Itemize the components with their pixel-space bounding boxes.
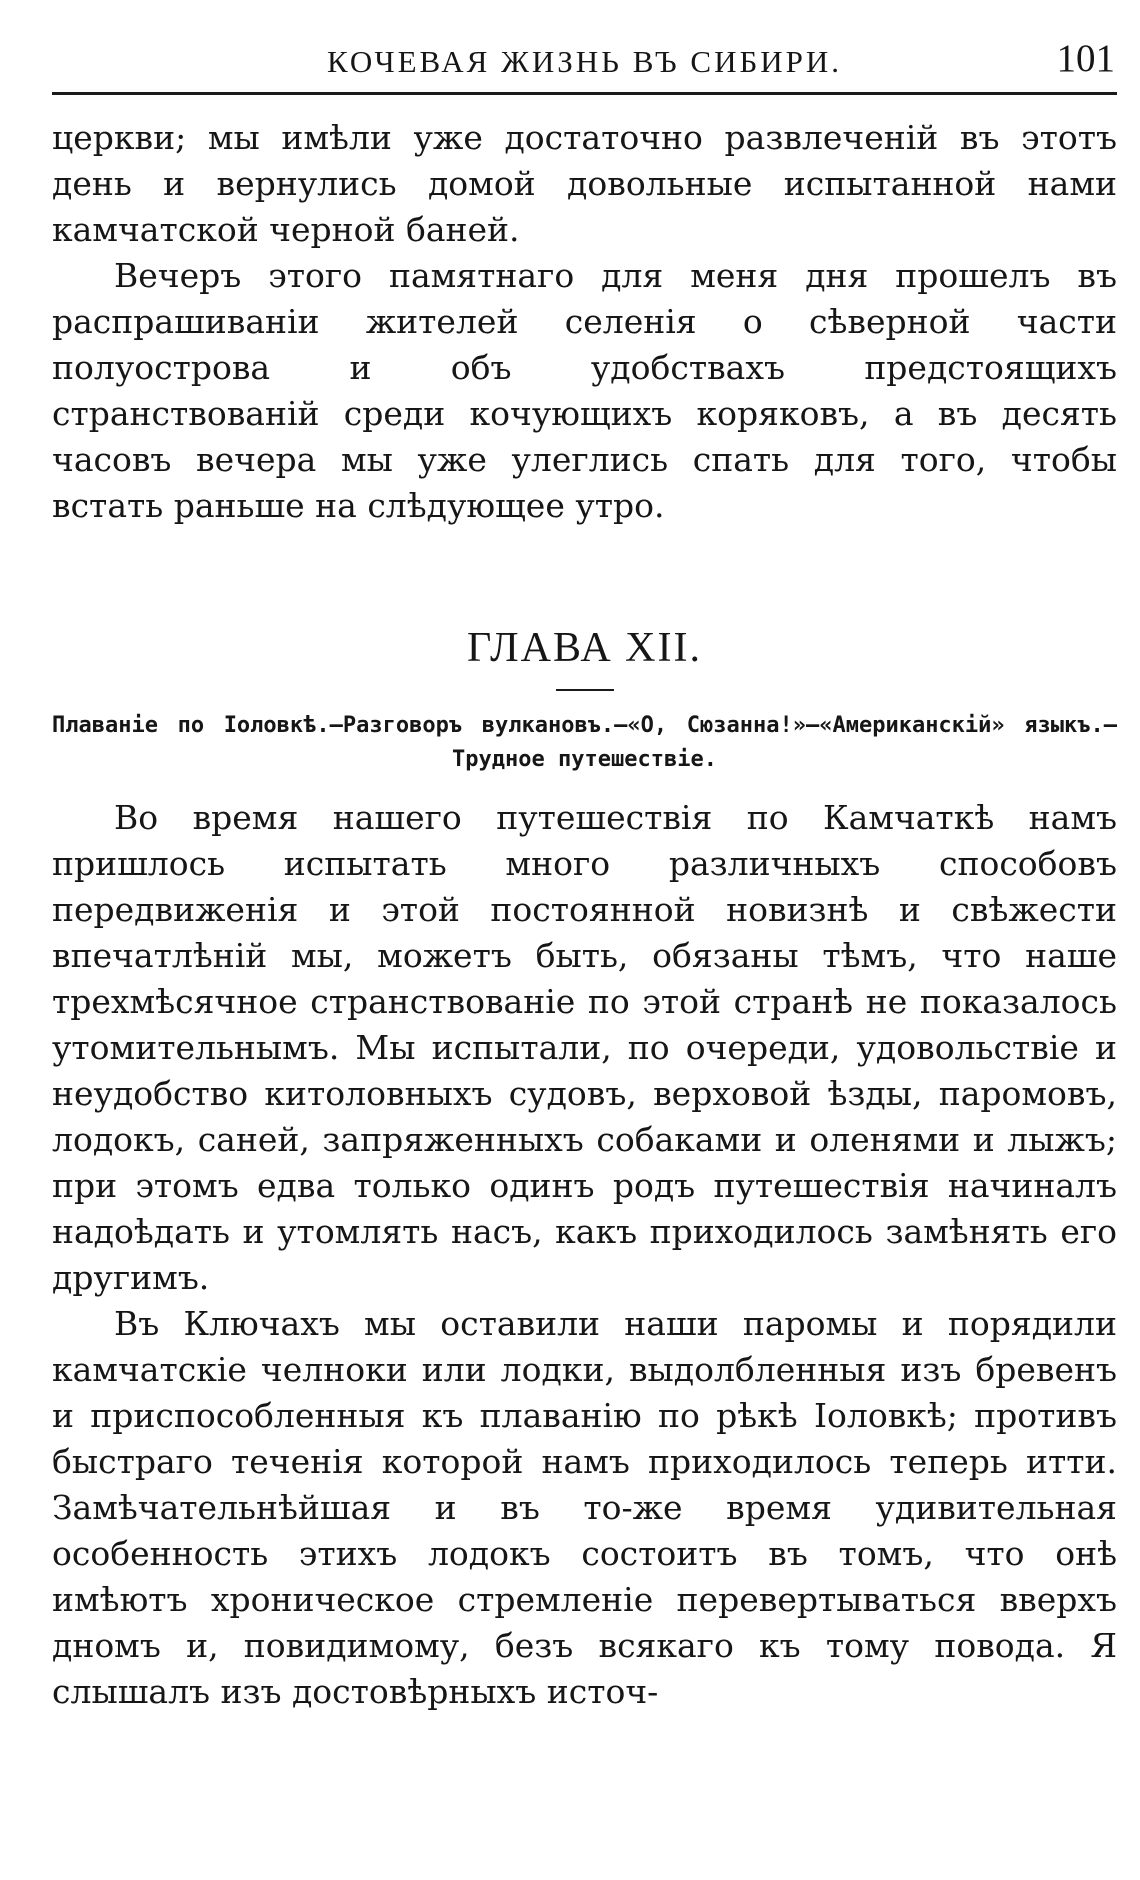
page-number: 101 xyxy=(1056,37,1115,80)
paragraph-continued: церкви; мы имѣли уже достаточно развлеченій въ этотъ день и вернулись домой довольные испытанной нами камчатской черной баней. xyxy=(52,118,1117,249)
paragraph-evening: Вечеръ этого памятнаго для меня дня прошелъ въ распрашиваніи жителей селенія о сѣверной части полуострова и объ удобствахъ предстоящихъ странствованій среди кочующихъ коряковъ, а въ десять часовъ вечера мы уже улеглись спать для того, чтобы встать раньше на слѣдующее утро. xyxy=(52,256,1117,525)
chapter-summary: Плаваніе по Іоловкѣ.—Разговоръ вулкановъ.—«О, Сюзанна!»—«Американскій» языкъ.—Трудное путешествіе. xyxy=(52,713,1117,772)
paragraph-boats: Въ Ключахъ мы оставили наши паромы и порядили камчатскіе челноки или лодки, выдолбленныя изъ бревенъ и приспособленныя къ плаванію по рѣкѣ Іоловкѣ; противъ быстраго теченія которой намъ приходилось теперь итти. Замѣчательнѣйшая и въ то-же время удивительная особенность этихъ лодокъ состоитъ въ томъ, что онѣ имѣютъ хроническое стремленіе перевертываться вверхъ дномъ и, повидимому, безъ всякаго къ тому повода. Я слышалъ изъ достовѣрныхъ источ- xyxy=(52,1304,1117,1711)
running-title: КОЧЕВАЯ ЖИЗНЬ ВЪ СИБИРИ. xyxy=(326,44,843,79)
book-page xyxy=(52,30,1117,1715)
running-head xyxy=(52,30,1117,95)
chapter-heading: ГЛАВА XII. xyxy=(467,625,702,671)
chapter-divider xyxy=(556,689,614,691)
paragraph-travel: Во время нашего путешествія по Камчаткѣ намъ пришлось испытать много различныхъ способовъ передвиженія и этой постоянной новизнѣ и свѣжести впечатлѣній мы, можетъ быть, обязаны тѣмъ, что наше трехмѣсячное странствованіе по этой странѣ не показалось утомительнымъ. Мы испытали, по очереди, удовольствіе и неудобство китоловныхъ судовъ, верховой ѣзды, паромовъ, лодокъ, саней, запряженныхъ собаками и оленями и лыжъ; при этомъ едва только одинъ родъ путешествія начиналъ надоѣдать и утомлять насъ, какъ приходилось замѣнять его другимъ. xyxy=(52,798,1117,1297)
